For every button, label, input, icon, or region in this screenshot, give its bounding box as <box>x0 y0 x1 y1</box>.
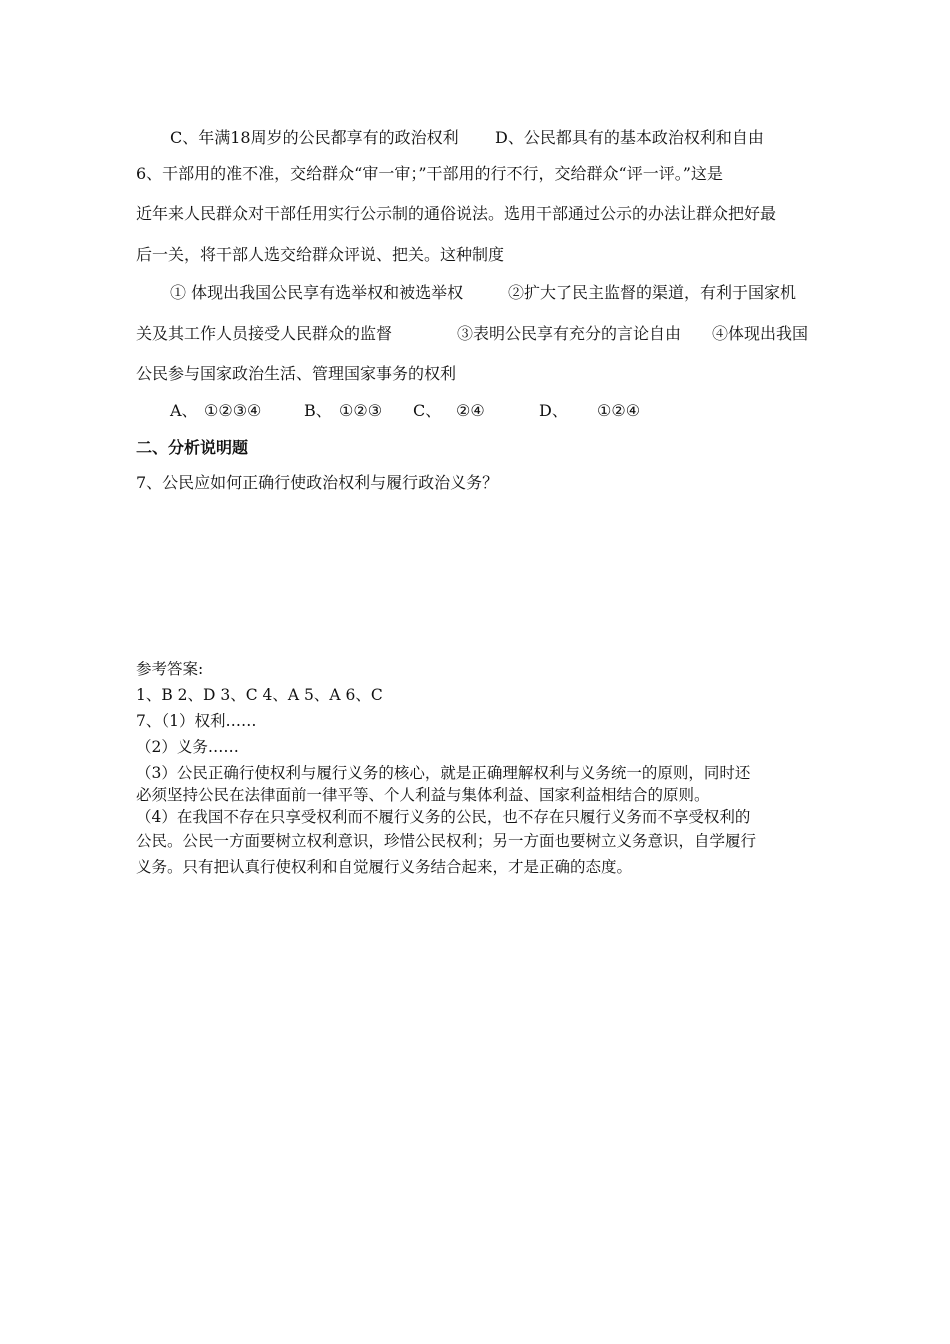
q6-choice-a-letter: A、 <box>170 401 198 420</box>
answer-key-line: 1、B 2、D 3、C 4、A 5、A 6、C <box>136 686 383 704</box>
q6-item-2: ②扩大了民主监督的渠道，有利于国家机 <box>508 283 797 302</box>
q6-stem-line2: 近年来人民群众对干部任用实行公示制的通俗说法。选用干部通过公示的办法让群众把好最 <box>136 204 777 223</box>
q5-option-c: C、年满18周岁的公民都享有的政治权利 <box>170 128 459 147</box>
answer-7-part4-line1: （4）在我国不存在只享受权利而不履行义务的公民，也不存在只履行义务而不享受权利的 <box>136 808 751 826</box>
q6-choice-d-value: ①②④ <box>597 401 641 420</box>
answer-7-part4-line3: 义务。只有把认真行使权利和自觉履行义务结合起来，才是正确的态度。 <box>136 858 633 876</box>
q6-choice-d-letter: D、 <box>539 401 568 420</box>
q6-choice-b-value: ①②③ <box>339 401 383 420</box>
q6-item-1: ① 体现出我国公民享有选举权和被选举权 <box>170 283 464 302</box>
q6-stem-line1: 6、干部用的准不准，交给群众“审一审；”干部用的行不行，交给群众“评一评。”这是 <box>136 164 723 183</box>
answer-7-part1: 7、（1）权利…… <box>136 712 257 730</box>
answers-heading: 参考答案: <box>136 660 204 678</box>
q6-item-4-cont: 公民参与国家政治生活、管理国家事务的权利 <box>136 364 457 383</box>
answer-7-part3-line2: 必须坚持公民在法律面前一律平等、个人利益与集体利益、国家利益相结合的原则。 <box>136 786 710 804</box>
section-heading: 二、分析说明题 <box>136 438 249 457</box>
q6-choice-c-letter: C、 <box>413 401 442 420</box>
q6-choice-b-letter: B、 <box>304 401 332 420</box>
q6-stem-line3: 后一关，将干部人选交给群众评说、把关。这种制度 <box>136 245 505 264</box>
answer-7-part4-line2: 公民。公民一方面要树立权利意识，珍惜公民权利；另一方面也要树立义务意识，自学履行 <box>136 832 757 850</box>
answer-7-part3-line1: （3）公民正确行使权利与履行义务的核心，就是正确理解权利与义务统一的原则，同时还 <box>136 764 751 782</box>
q6-item-3: ③表明公民享有充分的言论自由 <box>457 324 682 343</box>
q7-stem: 7、公民应如何正确行使政治权利与履行政治义务？ <box>136 473 499 492</box>
q6-item-4: ④体现出我国 <box>712 324 809 343</box>
q5-option-d: D、公民都具有的基本政治权利和自由 <box>495 128 764 147</box>
q6-item-2-cont: 关及其工作人员接受人民群众的监督 <box>136 324 393 343</box>
q6-choice-a-value: ①②③④ <box>204 401 262 420</box>
answer-7-part2: （2）义务…… <box>136 738 239 756</box>
q6-choice-c-value: ②④ <box>456 401 485 420</box>
